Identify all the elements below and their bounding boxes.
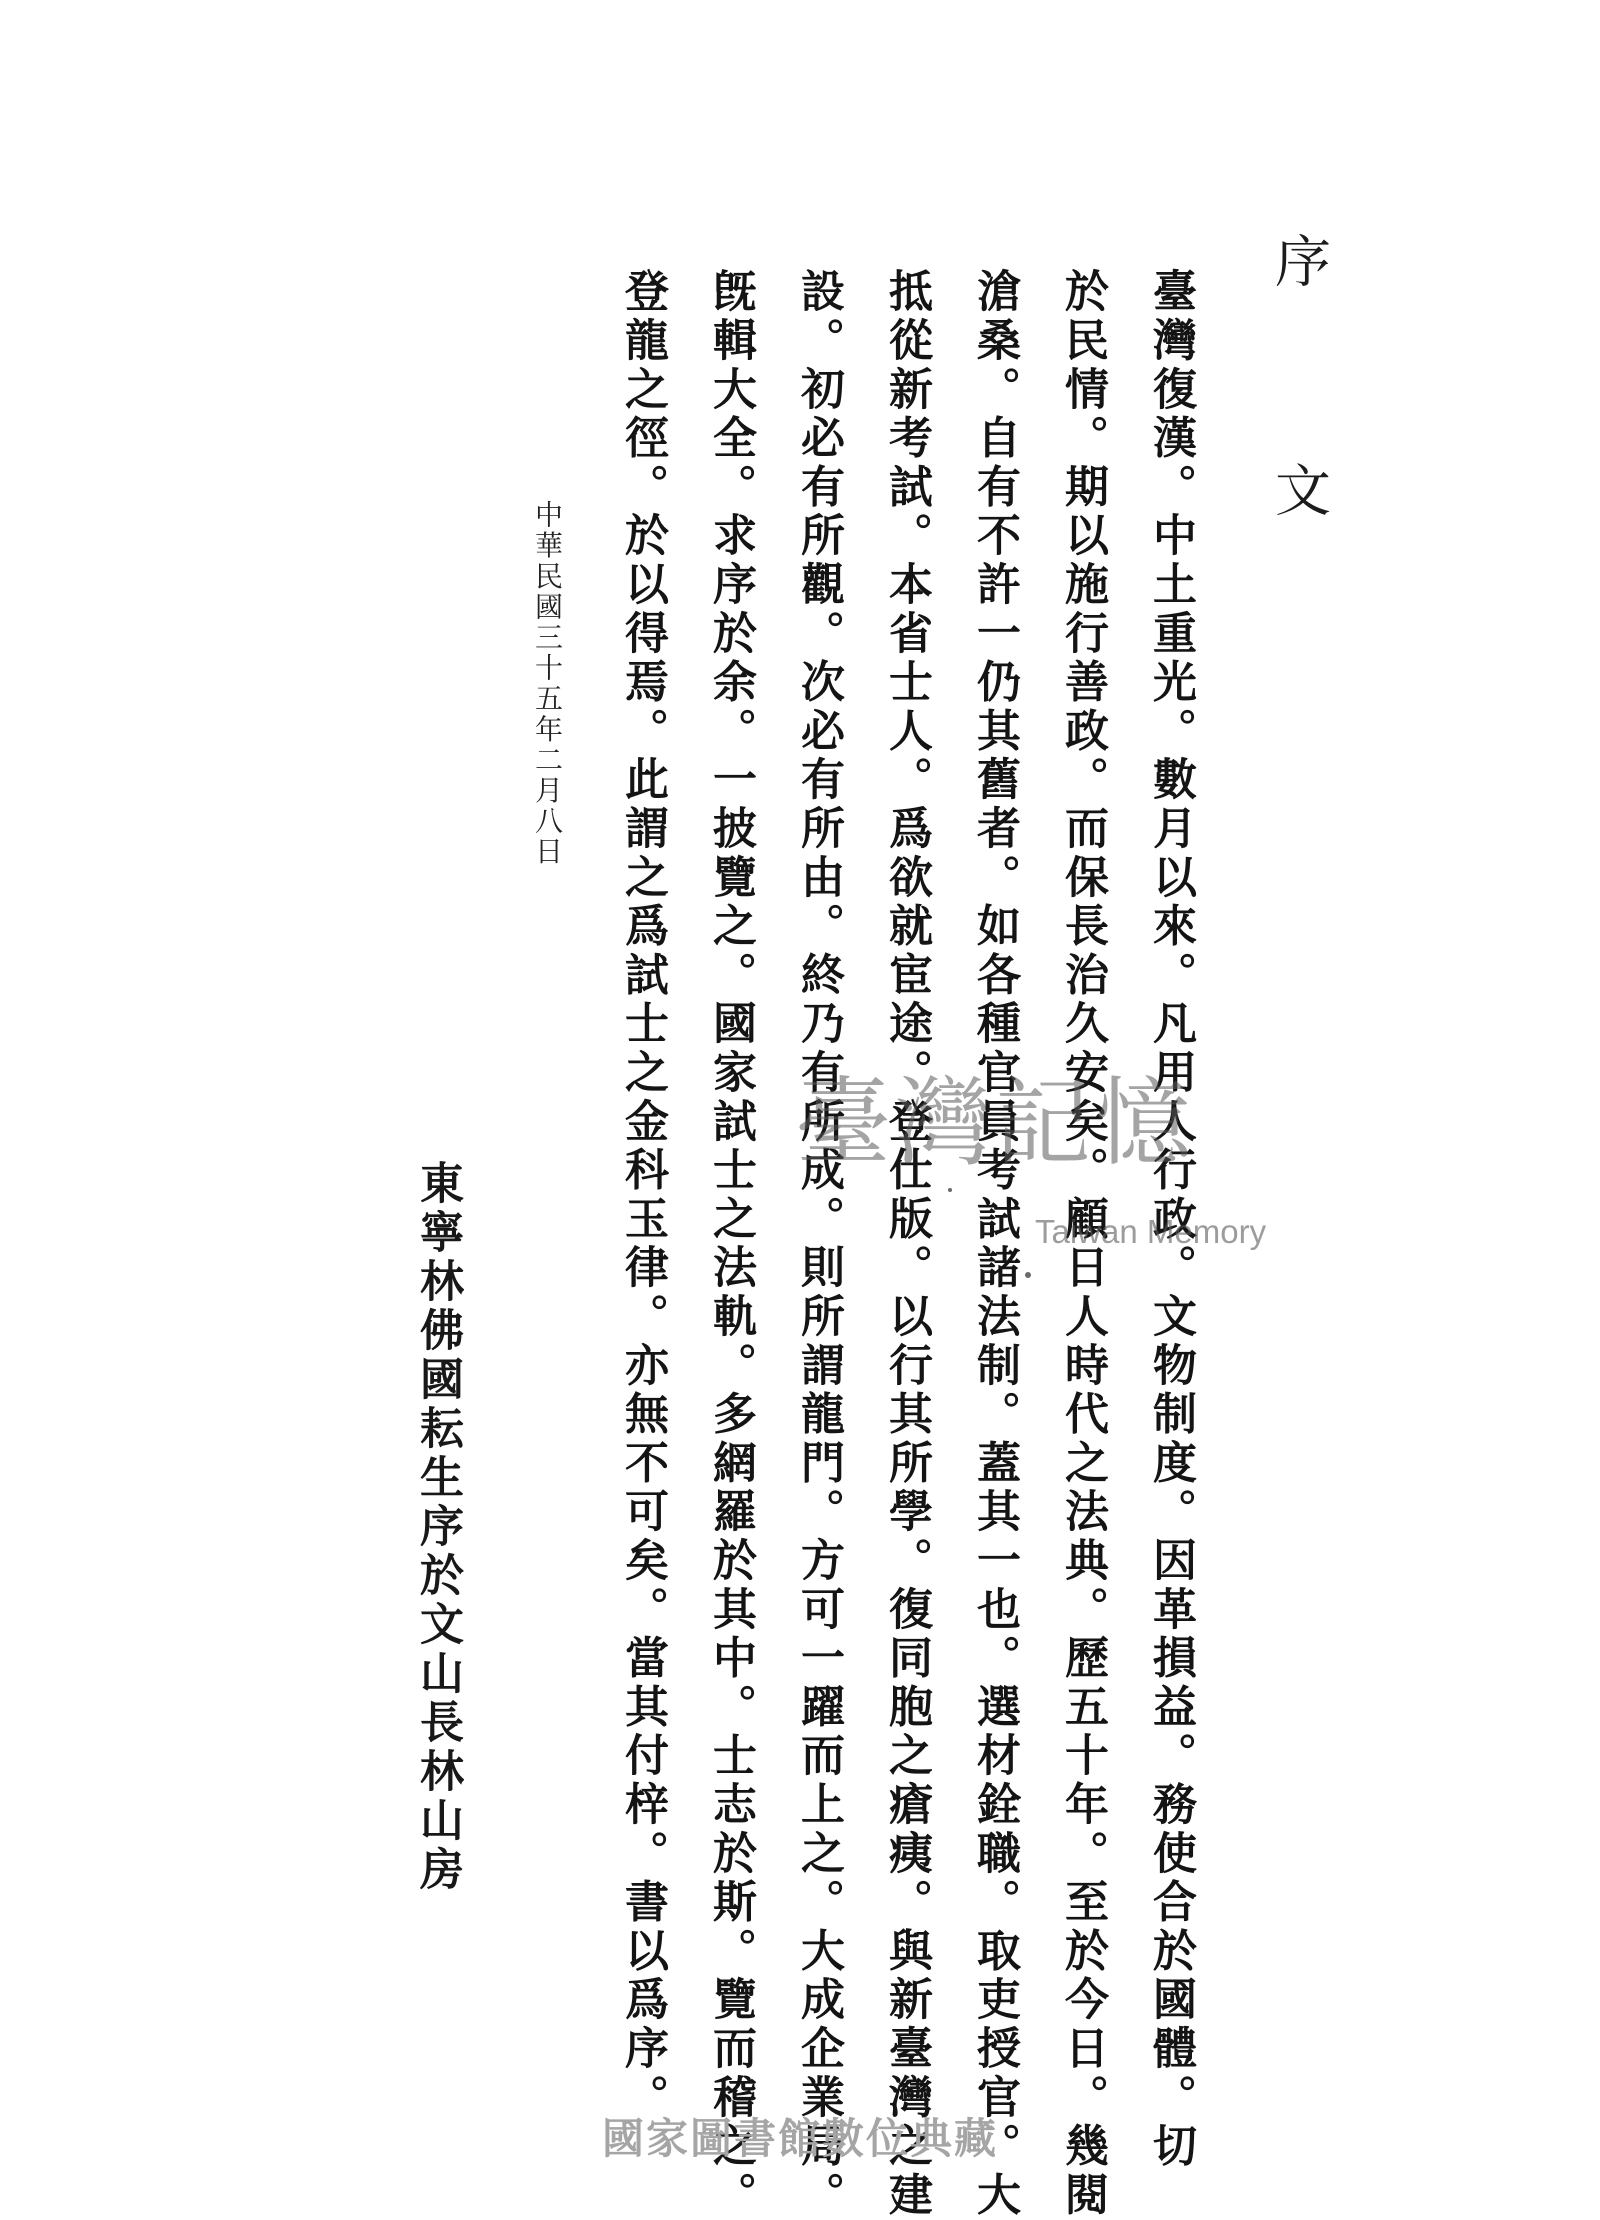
watermark-title: 臺灣記憶: [795, 1067, 1195, 1179]
preface-column-2: 於民情。期以施行善政。而保長治久安矣。顧日人時代之法典。歷五十年。至於今日。幾閱: [1057, 268, 1108, 2220]
preface-column-5: 設。初必有所觀。次必有所由。終乃有所成。則所謂龍門。方可一躍而上之。大成企業局。: [793, 268, 844, 2220]
date-line: 中華民國三十五年二月八日: [531, 500, 564, 868]
page-title: 序 文: [1266, 232, 1331, 571]
preface-column-3: 滄桑。自有不許一仍其舊者。如各種官員考試諸法制。蓋其一也。選材銓職。取吏授官。大: [969, 268, 1020, 2220]
preface-column-6: 旣輯大全。求序於余。一披覽之。國家試士之法軌。多網羅於其中。士志於斯。覽而稽之。: [705, 268, 756, 2220]
watermark-subtitle: Taiwan Memory: [1035, 1213, 1267, 1250]
author-signature: 東寧林佛國耘生序於文山長林山房: [412, 1160, 463, 1895]
footer-credit: 國家圖書館數位典藏: [601, 2114, 998, 2163]
preface-column-1: 臺灣復漢。中土重光。數月以來。凡用人行政。文物制度。因革損益。務使合於國體。切: [1145, 268, 1196, 2172]
scan-speck: [1025, 1272, 1031, 1278]
preface-column-7: 登龍之徑。於以得焉。此謂之爲試士之金科玉律。亦無不可矣。當其付梓。書以爲序。: [617, 268, 668, 2123]
scan-speck: [948, 1188, 952, 1192]
preface-column-4: 抵從新考試。本省士人。爲欲就宦途。登仕版。以行其所學。復同胞之瘡痍。與新臺灣之建: [881, 268, 932, 2220]
